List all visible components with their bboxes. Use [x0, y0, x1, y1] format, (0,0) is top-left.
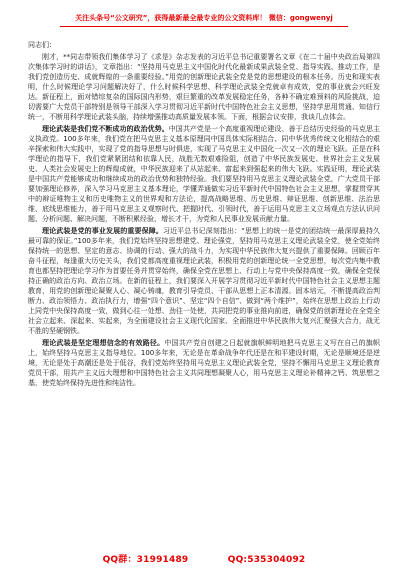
greeting: 同志们：	[28, 41, 56, 49]
banner-text: 关注头条号“公文研究”，获得最新最全最专业的公文资料库！ 微信：gongwenyj	[75, 14, 333, 22]
footer-contact	[0, 552, 408, 565]
paragraph	[28, 226, 380, 336]
paragraph-text: 习近平总书记深刻指出：“思想上的统一是党的团结统一最深厚最持久最可靠的保证。”100多年来，我们党始终坚持思想建党、理论强党，坚持用马克思主义理论武装全党，使全党始终保持统一的思想、坚定的意志、协调的行动、强大的战斗力，为实现中华民族伟大复兴提供了重要保障。回顾百年奋斗征程，每逢重大历史关头，我们党都高度重视理论武装，积极用党的创新理论统一全党思想，每次党内集中教育也都坚持把理论学习作为首要任务并贯穿始终，确保全党在思想上、行动上与党中央保持高度一致，确保全党保持正确的政治方向、政治立场。在新的征程上，我们要深入开展学习贯彻习近平新时代中国特色社会主义思想主题教育，用党的创新理论凝聚人心、凝心铸魂，教育引导党员、干部从思想上正本清源、固本培元，不断提高政治判断力、政治领悟力、政治执行力，增强“四个意识”、坚定“四个自信”、做到“两个维护”，始终在思想上政治上行动上同党中央保持高度一致，做到心往一处想、劲往一处使，共同把党的事业推向前进，确保党的创新理论在全党全社会立起来、深起来、实起来，为全面建设社会主义现代化国家、全面推进中华民族伟大复兴汇聚强大合力，战无不胜的坚硬钢铁。	[28, 227, 380, 335]
qq-group-text: QQ群：31991489	[102, 555, 189, 565]
paragraph	[28, 124, 380, 224]
paragraph-heading: 理论武装是我们党不断成功的政治优势。	[42, 125, 169, 133]
qq-text: QQ:535304092	[227, 555, 306, 565]
paragraph	[28, 52, 380, 122]
header-banner	[0, 14, 408, 23]
paragraph	[28, 338, 380, 388]
paragraph-text: 刚才，**同志带领我们集体学习了《求是》杂志发表的习近平总书记重要署名文章《在二十届中央政治局第四次集体学习时的讲话》，文章指出：“坚持用马克思主义中国化时代化最新成果武装全党、指导实践、推动工作，是我们党创造历史、成就辉煌的一条重要经验。”用党的创新理论武装全党是党的思想建设的根本任务。历史和现实表明，什么时候理论学习问题解决好了，什么时候科学思想、科学理论武装全党就卓有成效，党的事业就会兴旺发达。新征程上，面对错综复杂的国际国内形势，艰巨繁重的改革发展稳定任务，各种不确定难预料的风险挑战，迫切需要广大党员干部特别是领导干部深入学习贯彻习近平新时代中国特色社会主义思想，坚持学思用贯通、知信行统一，不断用科学理论武装头脑，持续增强推动高质量发展本领。下面，根据会议安排，我谈几点体会。	[28, 53, 380, 121]
document-body	[28, 40, 380, 390]
paragraph-heading: 理论武装是党的事业发展的重要保障。	[42, 227, 163, 235]
paragraph-text: 中国共产党是一个高度重视理论建设、善于总结历史经验的马克思主义执政党。100多年来，我们党在把马克思主义基本原理同中国具体实际相结合、同中华优秀传统文化相结合的艰辛探索和伟大实践中，实现了党的指导思想与时俱进，实现了马克思主义中国化一次又一次的理论飞跃。正是在科学理论的指导下，我们党紧紧团结和依靠人民，战胜无数艰难险阻，创造了中华民族发展史、世界社会主义发展史、人类社会发展史上的辉煌成就，中华民族迎来了从站起来、富起来到强起来的伟大飞跃。实践证明，理论武装是中国共产党能够成功和继续成功的政治优势和独特经验。我们要坚持用马克思主义理论武装全党，广大党员干部要加强理论修养，深入学习马克思主义基本理论，学懂弄通做实习近平新时代中国特色社会主义思想，掌握贯穿其中的辩证唯物主义和历史唯物主义的世界观和方法论，提高战略思维、历史思维、辩证思维、创新思维、法治思维、底线思维能力，善于用马克思主义观察时代、把握时代、引领时代，善于运用马克思主义立场观点方法认识问题、分析问题、解决问题，不断积累经验、增长才干，为党和人民事业发展贡献力量。	[28, 125, 380, 223]
paragraph-text: 中国共产党自创建之日起就旗帜鲜明地把马克思主义写在自己的旗帜上，始终坚持马克思主义指导地位。100多年来，无论是在革命战争年代还是在和平建设时期，无论是顺境还是逆境，无论是处于高潮还是处于低谷，我们党始终坚持用马克思主义理论武装全党，坚持不懈用马克思主义理论教育党员干部，用共产主义远大理想和中国特色社会主义共同理想凝聚人心，用马克思主义理论补精神之钙、筑思想之基，使党始终保持先进性和纯洁性。	[28, 339, 381, 387]
paragraph-heading: 理论武装是坚定理想信念的有效路径。	[42, 339, 165, 347]
banner-rule	[60, 26, 348, 27]
